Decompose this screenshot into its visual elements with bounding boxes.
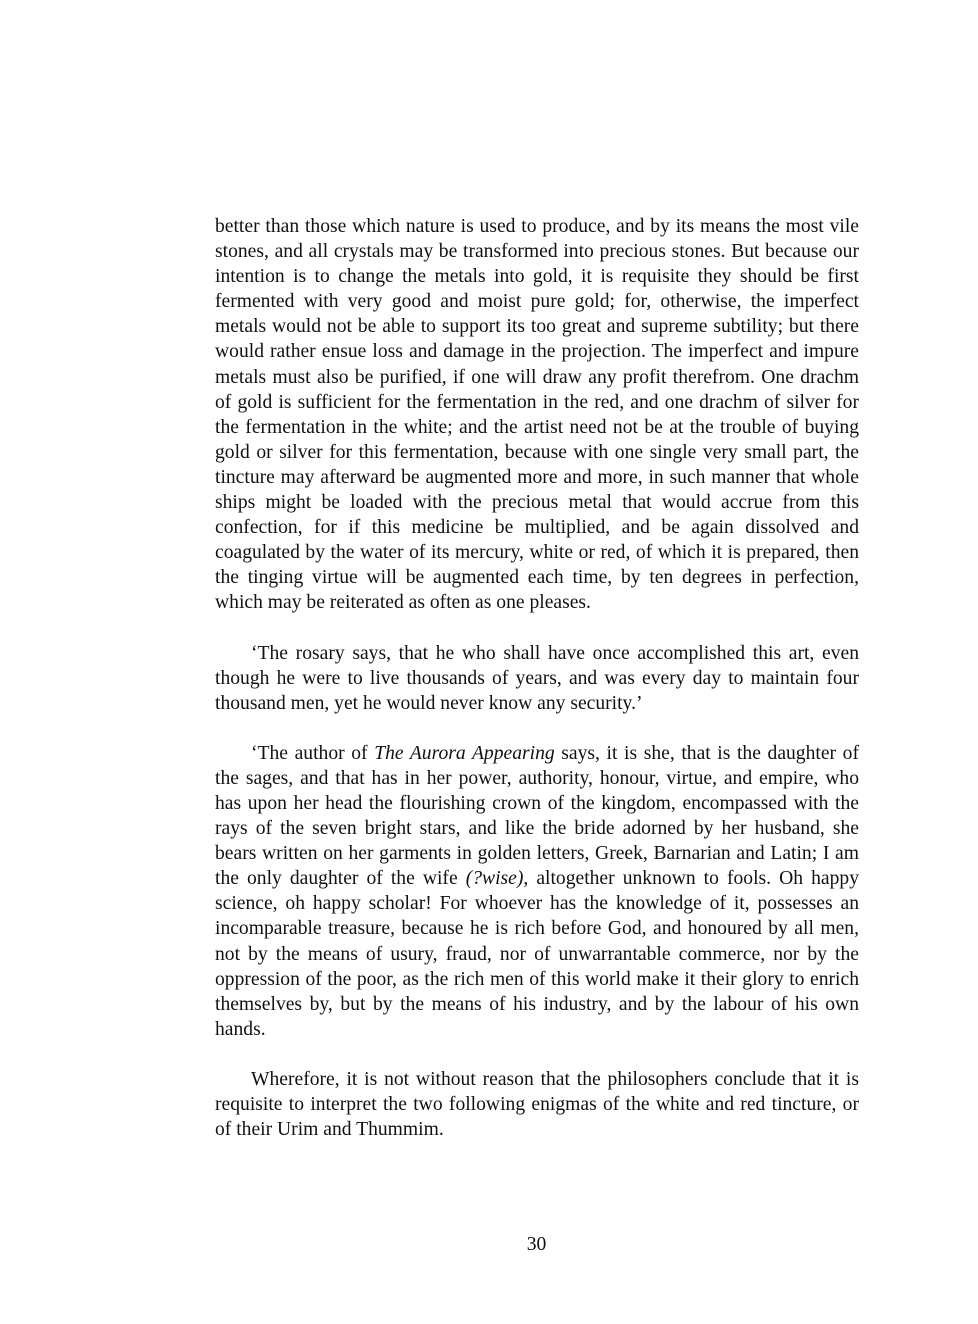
paragraph-3-middle: says, it is she, that is the daughter of the sages, and that has in her power, authority, honour, virtue, and empire, who has upon her head the flourishing crown of the kingdom, encompassed with the rays of the seven bright stars, and like the bride adorned by her husband, she bears written on her garments in golden letters, Greek, Barnarian and Latin; I am the only daughter of the wife — [215, 742, 859, 890]
paragraph-4: Wherefore, it is not without reason that the philosophers conclude that it is requisite to interpret the two following enigmas of the white and red tincture, or of their Urim and Thummim. — [215, 1068, 859, 1141]
book-title: The Aurora Appearing — [374, 742, 555, 764]
editorial-note: (?wise) — [465, 868, 524, 890]
paragraph-3-end: , altogether unknown to fools. Oh happy science, oh happy scholar! For whoever has the knowledge of it, possesses an incomparable treasure, because he is rich before God, and honoured by all men, not by the means of usury, fraud, nor of unwarrantable commerce, nor by the oppression of the poor, as the rich men of this world make it their glory to enrich themselves by, but by the means of his industry, and by the labour of his own hands. — [215, 868, 859, 1040]
page-number: 30 — [526, 1234, 547, 1255]
paragraph-2: ‘The rosary says, that he who shall have once accomplished this art, even though he were to live thousands of years, and was every day to maintain four thousand men, yet he would never know any security.’ — [215, 642, 859, 714]
body-text — [215, 214, 859, 1142]
paragraph-1: better than those which nature is used to produce, and by its means the most vile stones, and all crystals may be transformed into precious stones. But because our intention is to change the metals into gold, it is requisite they should be first fermented with very good and moist pure gold; for, otherwise, the imperfect metals would not be able to support its too great and supreme subtility; but there would rather ensue loss and damage in the projection. The imperfect and impure metals must also be purified, if one will draw any profit therefrom. One drachm of gold is sufficient for the fermentation in the red, and one drachm of silver for the fermentation in the white; and the artist need not be at the trouble of buying gold or silver for this fermentation, because with one single very small part, the tincture may afterward be augmented more and more, in such manner that whole ships might be loaded with the precious metal that would accrue from this confection, for if this medicine be multiplied, and be again dissolved and coagulated by the water of its mercury, white or red, of which it is prepared, then the tinging virtue will be augmented each time, by ten degrees in perfection, which may be reiterated as often as one pleases. — [215, 216, 859, 614]
paragraph-3-start: ‘The author of — [251, 742, 375, 764]
paragraph-3 — [215, 741, 859, 1042]
